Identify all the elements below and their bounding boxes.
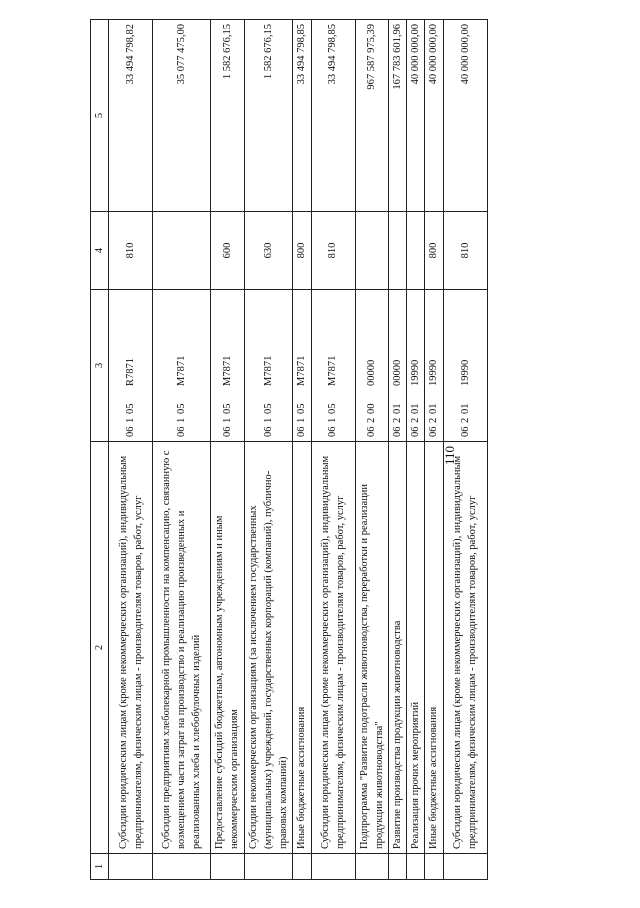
code-part-1: 06 bbox=[428, 426, 440, 437]
code-part-3: 00 bbox=[366, 403, 378, 414]
table-row bbox=[388, 20, 406, 880]
table-row bbox=[211, 20, 244, 880]
code-part-4: 00000 bbox=[366, 359, 378, 386]
row-empty-cell bbox=[388, 854, 406, 880]
row-code bbox=[407, 290, 425, 442]
row-vr: 800 bbox=[425, 212, 443, 290]
code-part-2: 2 bbox=[410, 417, 422, 423]
row-empty-cell bbox=[355, 854, 388, 880]
header-col-4: 4 bbox=[91, 212, 109, 290]
row-code bbox=[293, 290, 311, 442]
row-vr bbox=[355, 212, 388, 290]
row-vr: 600 bbox=[211, 212, 244, 290]
code-part-2: 1 bbox=[296, 417, 308, 423]
table-row bbox=[293, 20, 311, 880]
row-name: Иные бюджетные ассигнования bbox=[293, 442, 311, 854]
code-part-3: 01 bbox=[391, 403, 403, 414]
row-code bbox=[311, 290, 355, 442]
row-empty-cell bbox=[109, 854, 153, 880]
rotated-content bbox=[90, 20, 540, 880]
row-name: Реализация прочих мероприятий bbox=[407, 442, 425, 854]
table-row bbox=[244, 20, 293, 880]
row-vr: 800 bbox=[293, 212, 311, 290]
code-part-1: 06 bbox=[176, 426, 188, 437]
header-col-5: 5 bbox=[91, 20, 109, 212]
code-part-1: 06 bbox=[410, 426, 422, 437]
row-amount: 35 077 475,00 bbox=[153, 20, 211, 212]
code-part-3: 05 bbox=[221, 403, 233, 414]
header-col-3: 3 bbox=[91, 290, 109, 442]
code-part-1: 06 bbox=[366, 426, 378, 437]
code-part-2: 2 bbox=[459, 417, 471, 423]
row-empty-cell bbox=[211, 854, 244, 880]
row-empty-cell bbox=[407, 854, 425, 880]
row-code bbox=[211, 290, 244, 442]
code-part-2: 1 bbox=[176, 417, 188, 423]
row-name: Субсидии юридическим лицам (кроме некоммерческих организаций), индивидуальным предпринимателям, физическим лицам - производителям товаров, работ, услуг bbox=[443, 442, 487, 854]
code-part-3: 05 bbox=[125, 403, 137, 414]
code-part-4: 19990 bbox=[410, 359, 422, 386]
budget-table bbox=[90, 19, 488, 880]
row-code bbox=[425, 290, 443, 442]
row-amount: 33 494 798,85 bbox=[293, 20, 311, 212]
row-name: Иные бюджетные ассигнования bbox=[425, 442, 443, 854]
code-part-3: 01 bbox=[459, 403, 471, 414]
row-code bbox=[443, 290, 487, 442]
code-part-3: 01 bbox=[428, 403, 440, 414]
code-part-4: M7871 bbox=[262, 355, 274, 386]
row-empty-cell bbox=[244, 854, 293, 880]
code-part-1: 06 bbox=[262, 426, 274, 437]
code-part-3: 01 bbox=[410, 403, 422, 414]
row-empty-cell bbox=[425, 854, 443, 880]
table-row bbox=[443, 20, 487, 880]
row-amount: 167 783 601,96 bbox=[388, 20, 406, 212]
row-name: Развитие производства продукции животноводства bbox=[388, 442, 406, 854]
row-amount: 1 582 676,15 bbox=[211, 20, 244, 212]
row-name: Субсидии юридическим лицам (кроме некоммерческих организаций), индивидуальным предпринимателям, физическим лицам - производителям товаров, работ, услуг bbox=[311, 442, 355, 854]
code-part-1: 06 bbox=[125, 426, 137, 437]
code-part-2: 1 bbox=[125, 417, 137, 423]
code-part-4: M7871 bbox=[221, 355, 233, 386]
row-name: Субсидии предприятиям хлебопекарной промышленности на компенсацию, связанную с возмещением части затрат на производство и реализацию произведенных и реализованных хлеба и хлебобулочных изделий bbox=[153, 442, 211, 854]
header-col-1: 1 bbox=[91, 854, 109, 880]
code-part-2: 2 bbox=[366, 417, 378, 423]
code-part-4: 19990 bbox=[428, 359, 440, 386]
row-code bbox=[388, 290, 406, 442]
row-code bbox=[109, 290, 153, 442]
code-part-4: M7871 bbox=[176, 355, 188, 386]
row-amount: 967 587 975,39 bbox=[355, 20, 388, 212]
code-part-3: 05 bbox=[176, 403, 188, 414]
table-row bbox=[153, 20, 211, 880]
table-row bbox=[355, 20, 388, 880]
row-amount: 1 582 676,15 bbox=[244, 20, 293, 212]
header-row bbox=[91, 20, 109, 880]
row-amount: 33 494 798,82 bbox=[109, 20, 153, 212]
code-part-3: 05 bbox=[296, 403, 308, 414]
row-amount: 40 000 000,00 bbox=[443, 20, 487, 212]
row-name: Предоставление субсидий бюджетным, автономным учреждениям и иным некоммерческим организациям bbox=[211, 442, 244, 854]
row-amount: 40 000 000,00 bbox=[425, 20, 443, 212]
code-part-2: 2 bbox=[391, 417, 403, 423]
table-row bbox=[109, 20, 153, 880]
row-empty-cell bbox=[443, 854, 487, 880]
code-part-1: 06 bbox=[459, 426, 471, 437]
code-part-1: 06 bbox=[391, 426, 403, 437]
table-row bbox=[407, 20, 425, 880]
row-name: Субсидии юридическим лицам (кроме некоммерческих организаций), индивидуальным предпринимателям, физическим лицам - производителям товаров, работ, услуг bbox=[109, 442, 153, 854]
table-row bbox=[425, 20, 443, 880]
row-empty-cell bbox=[311, 854, 355, 880]
code-part-2: 1 bbox=[221, 417, 233, 423]
code-part-4: 00000 bbox=[391, 359, 403, 386]
code-part-3: 05 bbox=[327, 403, 339, 414]
row-vr bbox=[407, 212, 425, 290]
row-vr: 810 bbox=[109, 212, 153, 290]
row-code bbox=[355, 290, 388, 442]
code-part-4: 19990 bbox=[459, 359, 471, 386]
code-part-2: 1 bbox=[327, 417, 339, 423]
row-name: Подпрограмма "Развитие подотрасли животноводства, переработки и реализации продукции животноводства" bbox=[355, 442, 388, 854]
row-code bbox=[153, 290, 211, 442]
row-vr: 810 bbox=[443, 212, 487, 290]
code-part-2: 1 bbox=[262, 417, 274, 423]
code-part-1: 06 bbox=[221, 426, 233, 437]
row-vr bbox=[388, 212, 406, 290]
row-vr bbox=[153, 212, 211, 290]
code-part-2: 2 bbox=[428, 417, 440, 423]
header-col-2: 2 bbox=[91, 442, 109, 854]
code-part-1: 06 bbox=[296, 426, 308, 437]
row-code bbox=[244, 290, 293, 442]
code-part-3: 05 bbox=[262, 403, 274, 414]
row-vr: 630 bbox=[244, 212, 293, 290]
row-amount: 40 000 000,00 bbox=[407, 20, 425, 212]
row-vr: 810 bbox=[311, 212, 355, 290]
row-empty-cell bbox=[293, 854, 311, 880]
code-part-4: M7871 bbox=[296, 355, 308, 386]
table-row bbox=[311, 20, 355, 880]
code-part-4: R7871 bbox=[125, 357, 137, 386]
row-name: Субсидии некоммерческим организациям (за исключением государственных (муниципальных) учреждений, государственных корпораций (компаний), публично-правовых компаний) bbox=[244, 442, 293, 854]
code-part-1: 06 bbox=[327, 426, 339, 437]
row-empty-cell bbox=[153, 854, 211, 880]
row-amount: 33 494 798,85 bbox=[311, 20, 355, 212]
code-part-4: M7871 bbox=[327, 355, 339, 386]
page-number: 110 bbox=[442, 445, 457, 465]
